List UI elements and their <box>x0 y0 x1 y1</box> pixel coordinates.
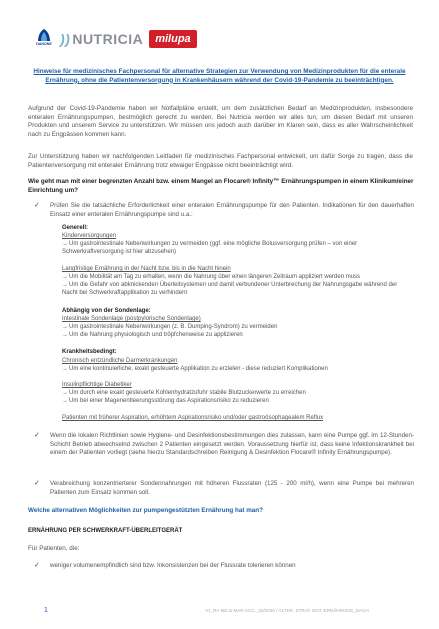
question-1-text: Wie geht man mit einer begrenzten Anzahl bzw. einem Mangel an Flocare® Infinity™ Ernährungspumpen in einem Klinikum/einer Einrichtung um? <box>28 178 414 194</box>
page-number: 1 <box>44 607 48 614</box>
sondenlage-point <box>62 331 243 339</box>
section-2-heading: ERNÄHRUNG PER SCHWERKRAFT-ÜBERLEITGERÄT <box>28 528 183 534</box>
point-text: Um die Mobilität am Tag zu erhalten, wenn die Nahrung über einen längeren Zeitraum appliziert werden muss <box>69 274 361 280</box>
document-title: Hinweise für medizinisches Fachpersonal für alternative Strategien zur Verwendung von Medizinprodukten für die enterale Ernährung, ohne die Patientenversorgung in Krankenhäusern während der Covid-19-Pandemie zu beeinträchtigen. <box>33 68 406 84</box>
arrow-right-icon: → <box>62 398 68 404</box>
point-text: Um durch eine exakt gesteuerte Kohlenhydratzufuhr stabile Blutzuckerwerte zu erreichen <box>69 390 306 396</box>
arrow-right-icon: → <box>62 366 68 372</box>
bullet-1: Prüfen Sie die tatsächliche Erforderlichkeit einer enteralen Ernährungspumpe für den Patienten. Indikationen für den dauerhaften Einsatz einer enteralen Ernährungspumpe sind u.a.: <box>50 202 414 218</box>
sondenlage-heading: Abhängig von der Sondenlage: <box>62 308 151 314</box>
point-text: Um gastrointestinale Nebenwirkungen zu vermeiden (ggf. eine mögliche Bolusversorgung prüfen – von einer Schwerkraftversorgung ist hier abzusehen) <box>62 241 358 256</box>
check-icon: ✓ <box>34 562 40 569</box>
milupa-logo: milupa <box>149 30 196 48</box>
danone-logo <box>33 28 55 50</box>
generell-heading: Generell: <box>62 225 89 231</box>
bullet-2: Wenn die lokalen Richtlinien sowie Hygiene- und Desinfektionsbestimmungen dies zulassen, kann eine Pumpe ggf. im 12-Stunden-Schicht Betrieb abwechselnd zwischen 2 Patienten eingesetzt werden. Voraussetzung hierfür ist, dass keine Infektionskrankheit bei einem der Patienten vorliegt (siehe hierzu Standardschreiben Reinigung & Desinfektion Flocare® Infinity Ernährungspumpe). <box>50 432 414 456</box>
arrow-right-icon: → <box>62 332 68 338</box>
nutricia-label: NUTRICIA <box>72 31 144 47</box>
generell-item-title: Kinderversorgungen <box>62 233 117 239</box>
intro-paragraph-1: Aufgrund der Covid-19-Pandemie haben wir Notfallpläne erstellt, um dem zusätzlichen Bedarf an Medizinprodukten, insbesondere enteralen Ernährungspumpen, bestmöglich gerecht zu werden. Bei Nutricia werden wir alles tun, um diesen Bedarf mit unseren Produkten und unserem Service zu unterstützen. Wir müssen uns jedoch auch darüber im Klaren sein, dass es aller Wahrscheinlichkeit nach zu Engpässen kommen kann. <box>28 105 413 138</box>
nutricia-logo <box>60 31 143 47</box>
point-text: Um gastrointestinale Nebenwirkungen (z. B. Dumping-Syndrom) zu vermeiden <box>69 324 278 330</box>
krankheit-point <box>62 365 328 373</box>
point-text: Um bei einer Magenentleerungsstörung das Aspirationsrisiko zu reduzieren <box>69 398 269 404</box>
generell-point <box>62 240 414 257</box>
arrow-right-icon: → <box>62 241 68 247</box>
generell-point <box>62 281 414 298</box>
krankheit-item-title: Insulinpflichtige Diabetiker <box>62 382 132 388</box>
brand-logos <box>33 28 197 50</box>
point-text: Um die Nahrung physiologisch und tröpfchenweise zu applizieren <box>69 332 243 338</box>
check-icon: ✓ <box>34 202 40 209</box>
arrow-right-icon: → <box>62 274 68 280</box>
krankheit-heading: Krankheitsbedingt: <box>62 349 117 355</box>
point-text: Um die Gefahr von abknickenden Überleitsystemen und damit verbundener Unterbrechung der Nahrungsgabe während der Nacht bei Schwerkraftapplikation zu verhindern <box>62 282 398 297</box>
krankheit-point <box>62 397 269 405</box>
danone-icon <box>36 28 52 42</box>
question-1 <box>28 178 418 195</box>
check-icon: ✓ <box>34 432 40 439</box>
arrow-right-icon: → <box>62 324 68 330</box>
danone-label: DANONE <box>36 42 52 46</box>
arrow-right-icon: → <box>62 282 68 288</box>
fuer-patienten: Für Patienten, die: <box>28 545 80 552</box>
krankheit-last: Patienten mit früherer Aspiration, erhöhtem Aspirationsrisiko und/oder gastroösophagealem Reflux <box>62 415 324 421</box>
intro-paragraph-2: Zur Unterstützung haben wir nachfolgenden Leitfaden für medizinisches Fachpersonal entwickelt, um dafür Sorge zu tragen, dass die Patientenversorgung mit enteraler Ernährung trotz etwaiger Engpässe nicht beeinträchtigt wird. <box>28 153 413 169</box>
bullet-4: weniger volumenempfindlich sind bzw. Inkonsistenzen bei der Flussrate tolerieren können <box>50 562 296 569</box>
bullet-3: Verabreichung konzentrierterer Sondennahrungen mit höheren Flussraten (125 - 200 ml/h), wenn eine Pumpe bei mehreren Patienten zum Einsatz kommen soll. <box>50 480 414 496</box>
check-icon: ✓ <box>34 480 40 487</box>
arrow-right-icon: → <box>62 390 68 396</box>
generell-item-title: Langfristige Ernährung in der Nacht bzw. bis in die Nacht hinein <box>62 266 231 272</box>
nutricia-mark-icon: )) <box>60 31 71 47</box>
footer-reference: V1_RA MD & MAR.ACC._03/2020 / ALTER. STRAT. ENT. ERNÄHRUNG_DACH <box>205 608 369 613</box>
question-2: Welche alternativen Möglichkeiten zur pumpengestützten Ernährung hat man? <box>28 507 263 514</box>
point-text: Um eine kontinuierliche, exakt gesteuerte Applikation zu erzielen - diese reduziert Komplikationen <box>69 366 328 372</box>
sondenlage-item-title: Intestinale Sondenlage (postpylorische Sondenlage) <box>62 316 201 322</box>
krankheit-item-title: Chronisch entzündliche Darmerkrankungen <box>62 358 178 364</box>
